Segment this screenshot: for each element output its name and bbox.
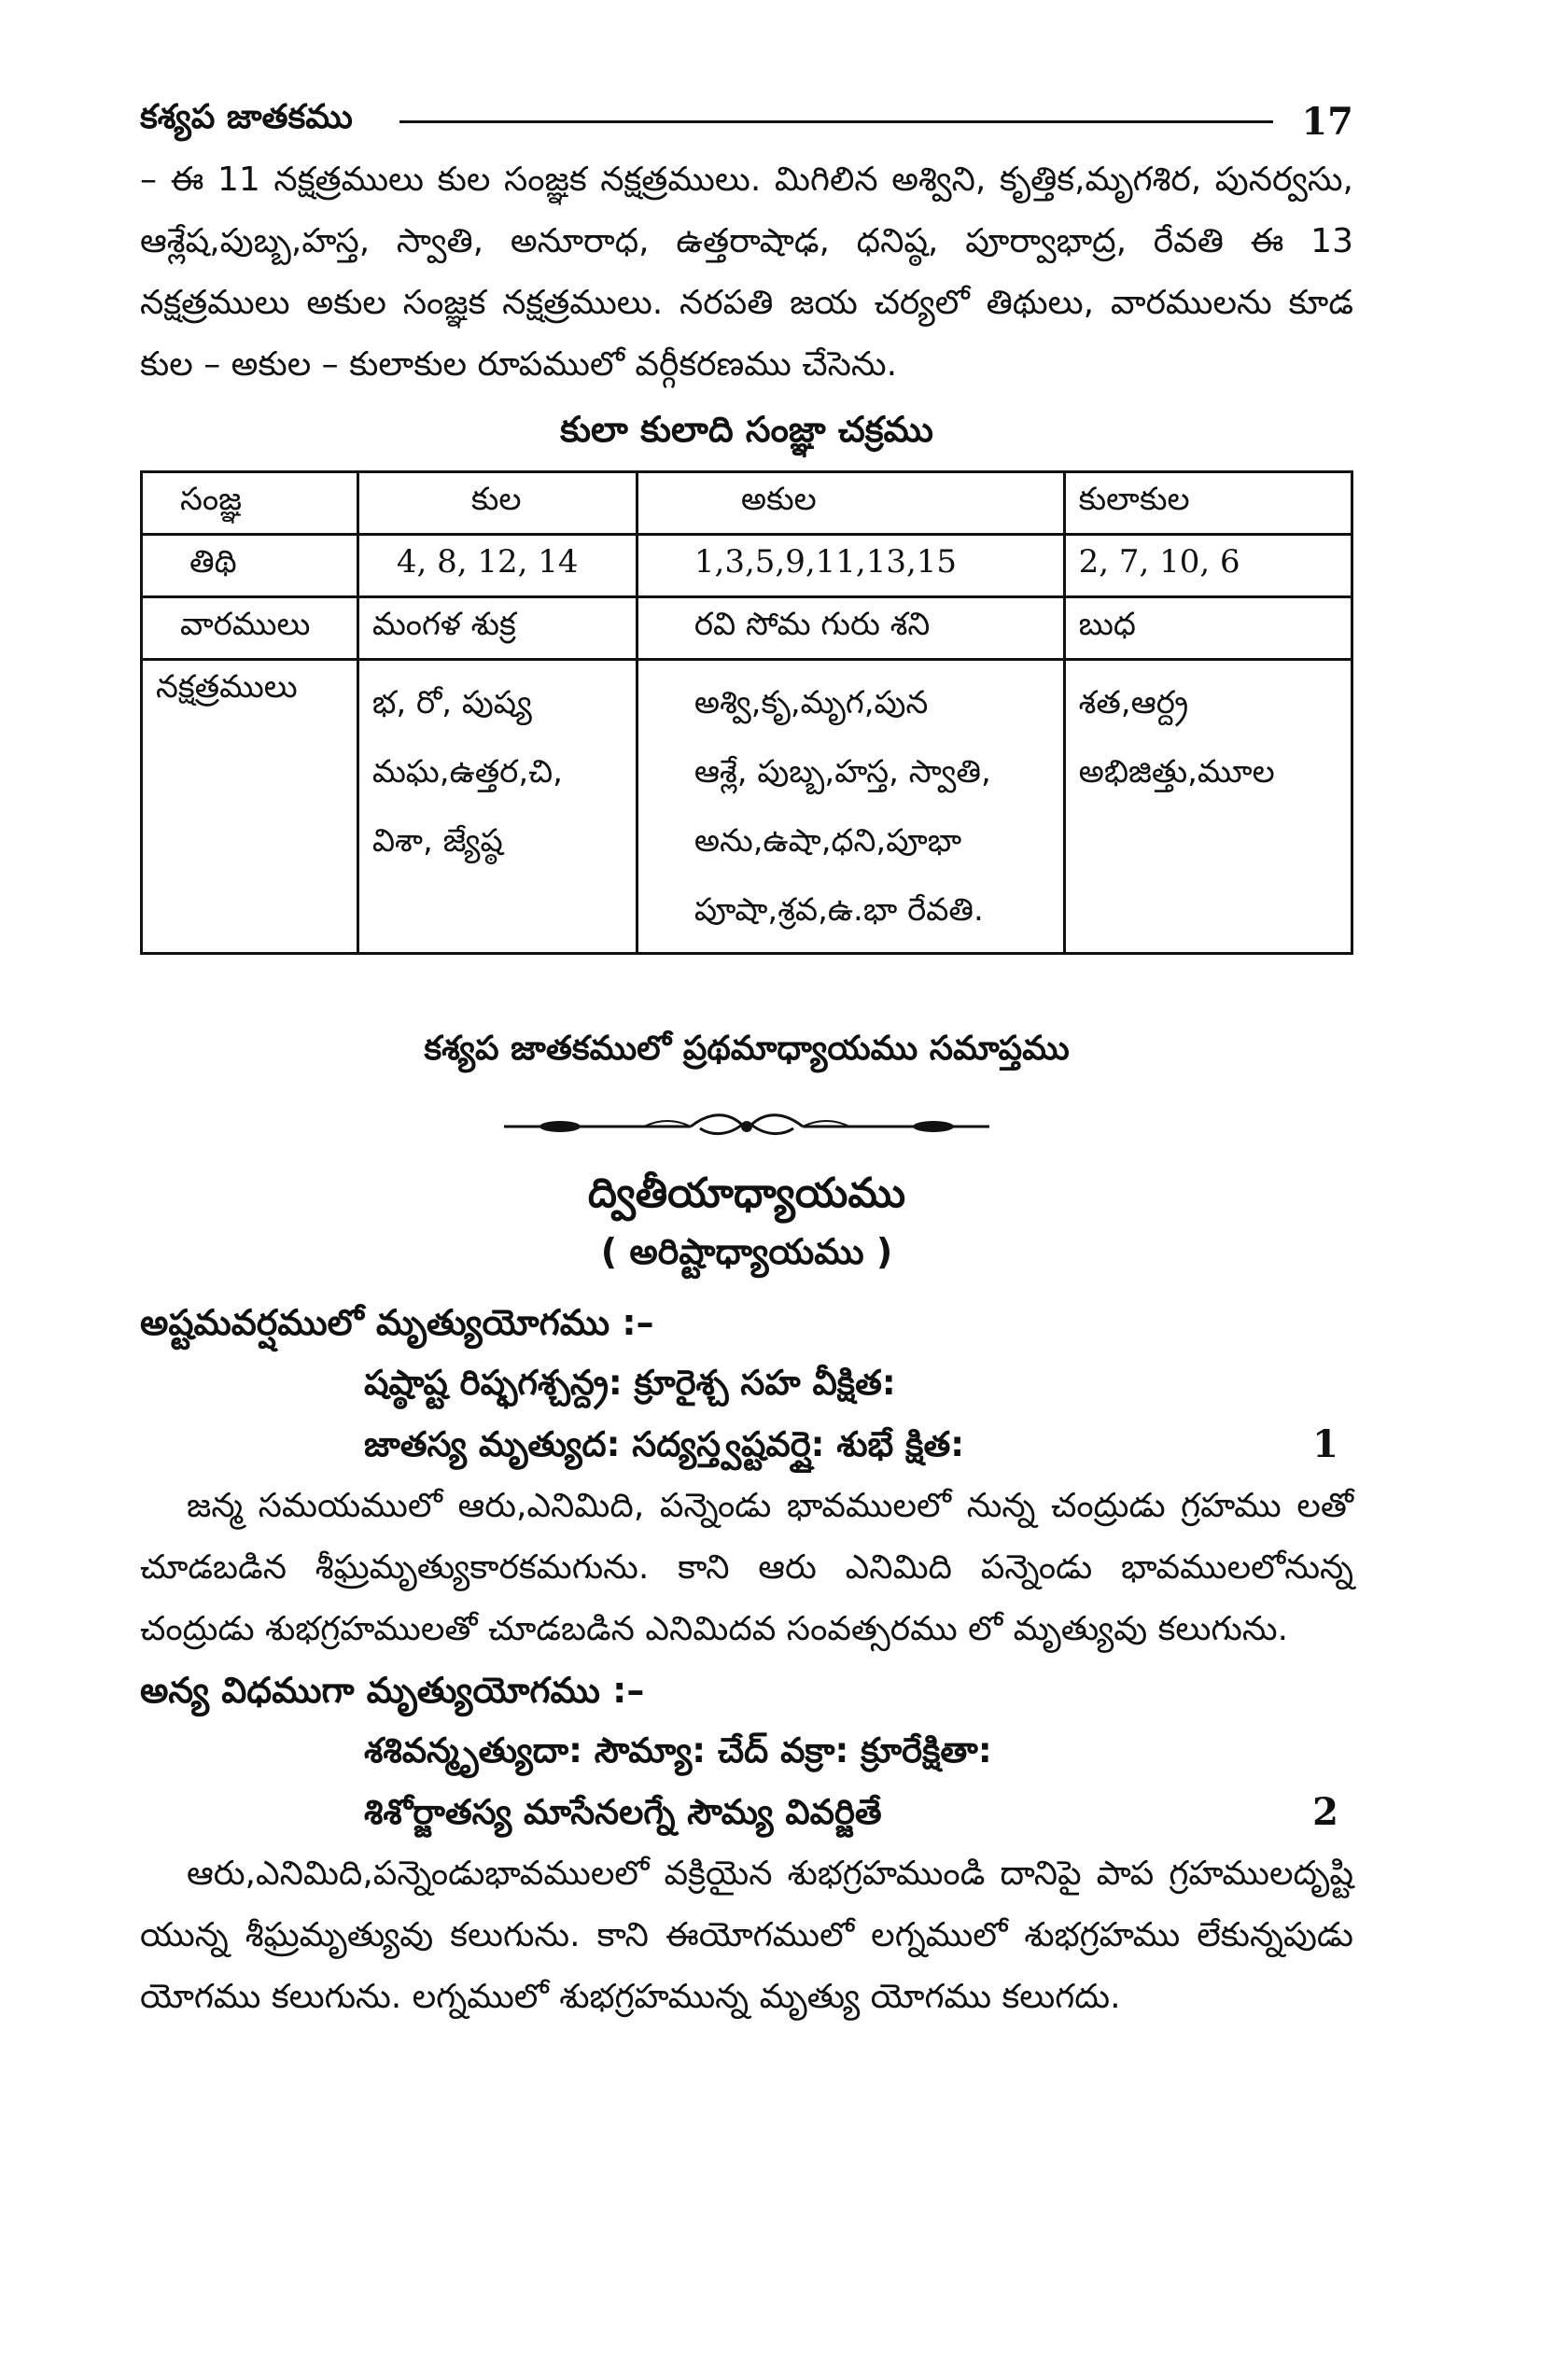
section-heading: అష్టమవర్షములో మృత్యుయోగము :–: [140, 1302, 654, 1343]
cell-line: మఘ,ఉత్తర,చి,: [371, 753, 563, 791]
table-cell: మంగళ శుక్ర: [357, 597, 637, 660]
page-number: 17: [1301, 99, 1353, 144]
cell-line: అశ్వి,కృ,మృగ,పున: [693, 684, 929, 721]
verse-line: [140, 1782, 1353, 1843]
intro-paragraph: – ఈ 11 నక్షత్రములు కుల సంజ్ఞక నక్షత్రములు. మిగిలిన అశ్విని, కృత్తిక,మృగశిర, పునర్వసు, ఆశ్లేష,పుబ్బ,హస్త, స్వాతి, అనూరాధ, ఉత్తరాషాఢ, ధనిష్ఠ, పూర్వాభాద్ర, రేవతి ఈ 13 నక్షత్రములు అకుల సంజ్ఞక నక్షత్రములు. నరపతి జయ చర్యలో తిథులు, వారములను కూడ కుల – అకుల – కులాకుల రూపములో వర్గీకరణము చేసెను.: [140, 161, 1353, 384]
table-row: [142, 597, 1352, 660]
verse-line: [140, 1352, 1353, 1414]
cell-line: భ, రో, పుష్య: [371, 684, 532, 721]
chapter-end-note: కశ్యప జాతకములో ప్రథమాధ్యాయము సమాప్తము: [424, 1029, 1070, 1068]
cell-line: శత,ఆర్ద్ర: [1078, 684, 1189, 721]
row-label: నక్షత్రములు: [142, 660, 358, 954]
chapter-title: ద్వితీయాధ్యాయము: [587, 1169, 906, 1217]
book-title: కశ్యప జాతకము: [140, 98, 353, 136]
ornamental-divider-icon: [504, 1108, 989, 1145]
header-rule: [399, 120, 1273, 123]
cell-line: పూషా,శ్రవ,ఉ.భా రేవతి.: [693, 891, 984, 929]
verse-line: [140, 1414, 1353, 1476]
cell-line: అను,ఉషా,ధని,పూభా: [693, 822, 962, 860]
header-cell: కుల: [357, 472, 637, 535]
commentary-paragraph: ఆరు,ఎనిమిది,పన్నెండుభావములలో వక్రియైన శుభగ్రహముండి దానిపై పాప గ్రహములదృష్టి యున్న శీఘ్రమృత్యువు కలుగును. కాని ఈయోగములో లగ్నములో శుభగ్రహము లేకున్నపుడు యోగము కలుగును. లగ్నములో శుభగ్రహమున్న మృత్యు యోగము కలుగదు.: [140, 1855, 1353, 2016]
chapter-subtitle: ( అరిష్టాధ్యాయము ): [600, 1231, 893, 1272]
header-cell: సంజ్ఞ: [142, 472, 358, 535]
cell-line: ఆశ్లే, పుబ్బ,హస్త, స్వాతి,: [693, 753, 991, 791]
table-cell: 2, 7, 10, 6: [1064, 535, 1352, 597]
table-cell: రవి సోమ గురు శని: [637, 597, 1064, 660]
cell-line: విశా, జ్యేష్ఠ: [371, 822, 503, 860]
header-cell: కులాకుల: [1064, 472, 1352, 535]
cell-line: అభిజిత్తు,మూల: [1078, 753, 1275, 791]
table-cell: [1064, 660, 1352, 954]
commentary-paragraph: జన్మ సమయములో ఆరు,ఎనిమిది, పన్నెండు భావములలో నున్న చంద్రుడు గ్రహము లతో చూడబడిన శీఘ్రమృత్యుకారకమగును. కాని ఆరు ఎనిమిది పన్నెండు భావములలోనున్న చంద్రుడు శుభగ్రహములతో చూడబడిన ఎనిమిదవ సంవత్సరము లో మృత్యువు కలుగును.: [140, 1487, 1353, 1648]
verse-number: 2: [1312, 1790, 1338, 1834]
table-cell: 1,3,5,9,11,13,15: [637, 535, 1064, 597]
row-label: తిథి: [142, 535, 358, 597]
page: [140, 93, 1353, 2028]
verse-line: [140, 1720, 1353, 1782]
running-header: [140, 93, 1353, 149]
row-label: వారములు: [142, 597, 358, 660]
table-title: కులా కులాది సంజ్ఞా చక్రము: [560, 409, 933, 450]
table-row: [142, 660, 1352, 954]
table-header-row: [142, 472, 1352, 535]
verse-number: 1: [1312, 1422, 1338, 1466]
table-row: [142, 535, 1352, 597]
kula-akula-table: [140, 470, 1353, 955]
header-cell: అకుల: [637, 472, 1064, 535]
verse-text: శిశోర్జాతస్య మాసేనలగ్నే సౌమ్య వివర్జితే: [364, 1792, 882, 1832]
verse-text: శశివన్మృత్యుదా: సౌమ్యా: చేద్ వక్రా: క్రూరేక్షితా:: [364, 1730, 992, 1771]
table-cell: బుధ: [1064, 597, 1352, 660]
verse-text: జాతస్య మృత్యుద: సద్యస్త్వష్టవర్షై: శుభే క్షిత:: [364, 1424, 965, 1464]
table-cell: 4, 8, 12, 14: [357, 535, 637, 597]
table-cell: [637, 660, 1064, 954]
table-cell: [357, 660, 637, 954]
section-heading: అన్య విధముగా మృత్యుయోగము :–: [140, 1670, 645, 1711]
verse-text: షష్ఠాష్ట రిష్ఫగశ్చన్ద్ర: క్రూరైశ్చ సహ వీక్షిత:: [364, 1363, 896, 1403]
